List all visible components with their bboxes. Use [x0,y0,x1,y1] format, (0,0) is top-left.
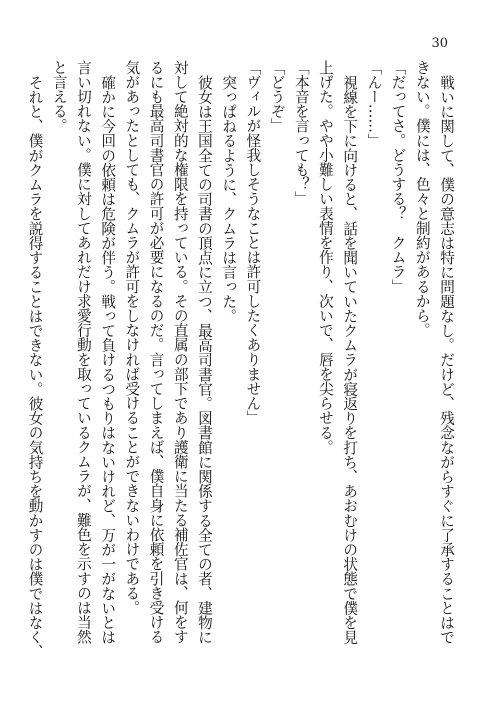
text-line: それと、僕がクムラを説得することはできない。彼女の気持ちを動かすのは僕ではなく、 [26,74,44,659]
text-line: 気があったとしても、クムラが許可をしなければ受けることができないわけである。 [123,60,141,615]
text-line: 視線を下に向けると、話を聞いていたクムラが寝返りを打ち、あおむけの状態で僕を見 [341,74,359,644]
page-number: 30 [431,36,448,51]
text-line: 彼女は王国全ての司書の頂点に立つ、最高司書官。図書館に関係する全ての者、建物に [195,74,213,644]
text-line: と言える。 [50,60,68,133]
text-line: 「本音を言っても？」 [292,60,310,206]
text-line: 「ヴィルが怪我しそうなことは許可したくありません」 [244,60,262,425]
text-line: 確かに今回の依頼は危険が伴う。戦って負けるつもりはないけれど、万が一がないとは [99,74,117,644]
text-line: るにも最高司書官の許可が必要になるのだ。言ってしまえば、僕自身に依頼を引き受ける [147,60,165,644]
text-line: 「んー……」 [365,60,383,148]
text-line: 言い切れない。僕に対してあれだけ求愛行動を取っているクムラが、難色を示すのは当然 [74,60,92,644]
text-line: 「だってさ。どうする？ クムラ」 [389,60,407,294]
text-line: 上げた。やや小難しい表情を作り、次いで、唇を尖らせる。 [316,60,334,455]
body-text [26,60,458,670]
text-line: 戦いに関して、僕の意志は特に問題なし。だけど、残念ながらすぐに了承することはで [438,74,455,644]
text-line: 対して絶対的な権限を持っている。その直属の部下であり護衛に当たる補佐官は、何をす [171,60,189,644]
text-line: 「どうぞ」 [268,60,286,133]
text-line: きない。僕には、色々と制約があるから。 [413,60,431,338]
text-line: 突っぱねるように、クムラは言った。 [220,74,238,323]
